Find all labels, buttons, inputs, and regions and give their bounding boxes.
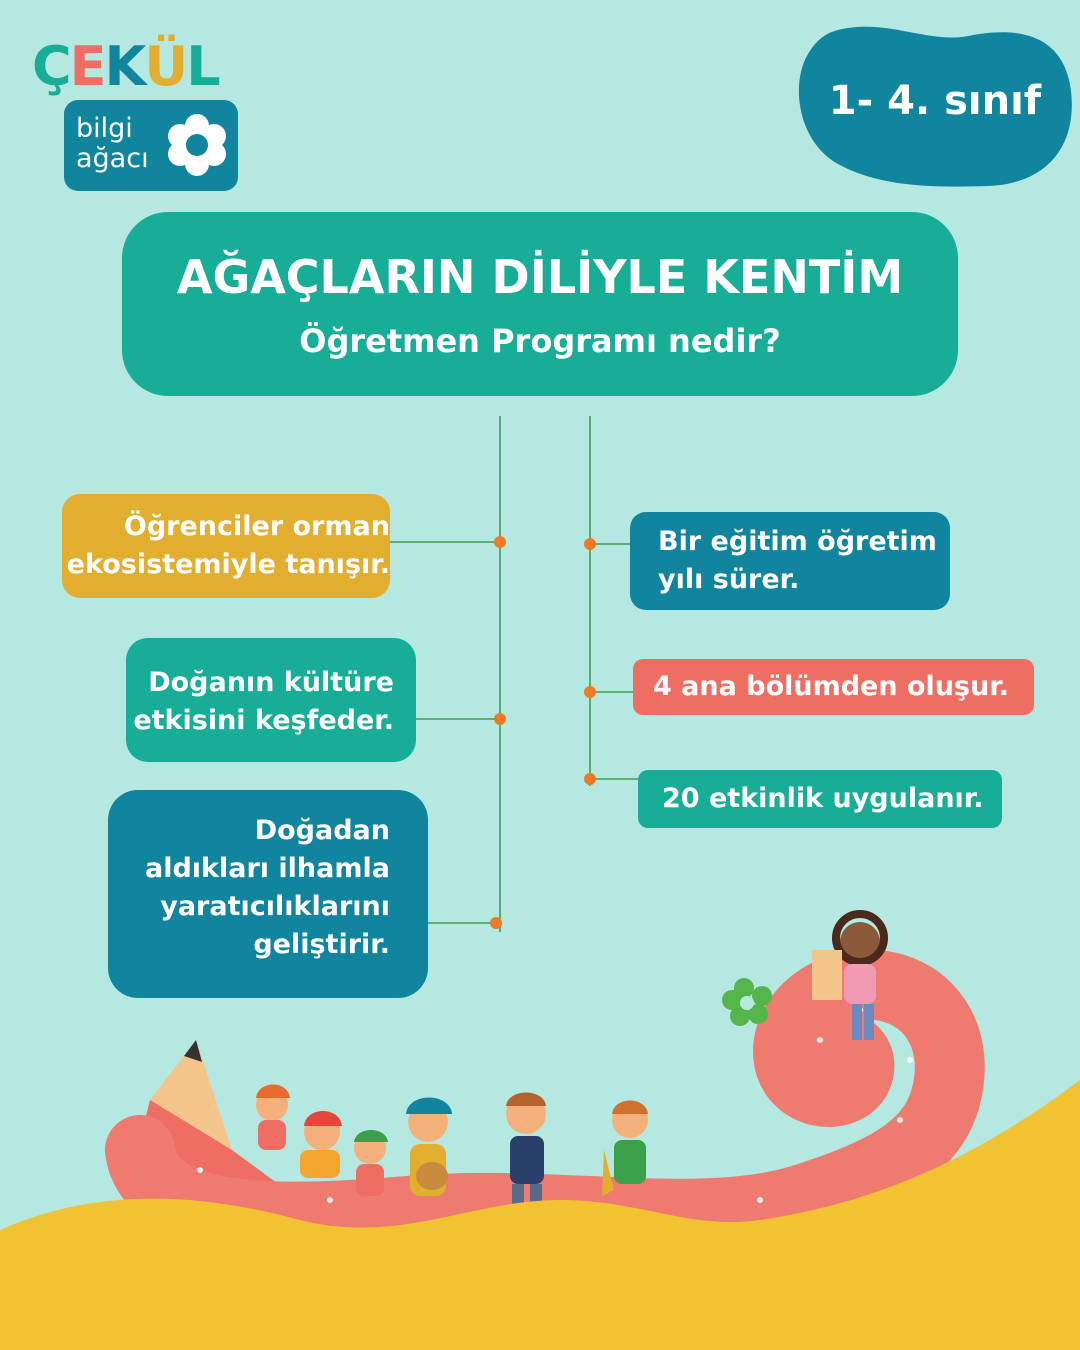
logo-letter: Ç: [32, 35, 70, 98]
child-figure: [256, 1085, 290, 1151]
item-line: 4 ana bölümden oluşur.: [653, 671, 1010, 702]
connector-dot: [584, 773, 596, 785]
left-item-forest-ecosystem: [62, 494, 390, 598]
connector-dot: [584, 686, 596, 698]
connector-dot: [584, 538, 596, 550]
badge-line-2: ağacı: [76, 143, 149, 174]
item-line: Doğanın kültüre: [148, 667, 394, 698]
child-figure: [406, 1098, 452, 1197]
child-figure: [300, 1111, 342, 1178]
logo-letter: Ü: [144, 35, 187, 98]
item-line: Öğrenciler orman: [123, 511, 390, 542]
item-line: geliştirir.: [253, 929, 390, 960]
left-item-nature-culture: [126, 638, 416, 762]
children-illustration: [0, 900, 1080, 1350]
page-subtitle: Öğretmen Programı nedir?: [299, 322, 781, 360]
child-figure: [602, 1101, 648, 1197]
green-flower-icon: [722, 978, 772, 1026]
item-line: ekosistemiyle tanışır.: [66, 549, 390, 580]
logo-letter: L: [186, 35, 219, 98]
connector-dot: [494, 536, 506, 548]
item-line: yaratıcılıklarını: [160, 891, 390, 922]
item-line: etkisini keşfeder.: [133, 705, 394, 736]
right-item-sections: [633, 659, 1034, 715]
item-line: Doğadan: [254, 815, 390, 846]
page-title: AĞAÇLARIN DİLİYLE KENTİM: [176, 250, 904, 304]
item-line: aldıkları ilhamla: [144, 853, 390, 884]
right-item-duration: [630, 512, 950, 610]
child-figure: [354, 1130, 388, 1196]
badge-line-1: bilgi: [76, 113, 133, 144]
grade-label: 1- 4. sınıf: [828, 78, 1042, 124]
item-line: yılı sürer.: [658, 564, 800, 595]
logo-letter: K: [104, 35, 145, 98]
right-item-activities: [638, 770, 1002, 828]
item-line: Bir eğitim öğretim: [658, 526, 937, 557]
logo-letter: E: [69, 35, 105, 98]
connector-dot: [494, 713, 506, 725]
item-line: 20 etkinlik uygulanır.: [662, 783, 984, 814]
